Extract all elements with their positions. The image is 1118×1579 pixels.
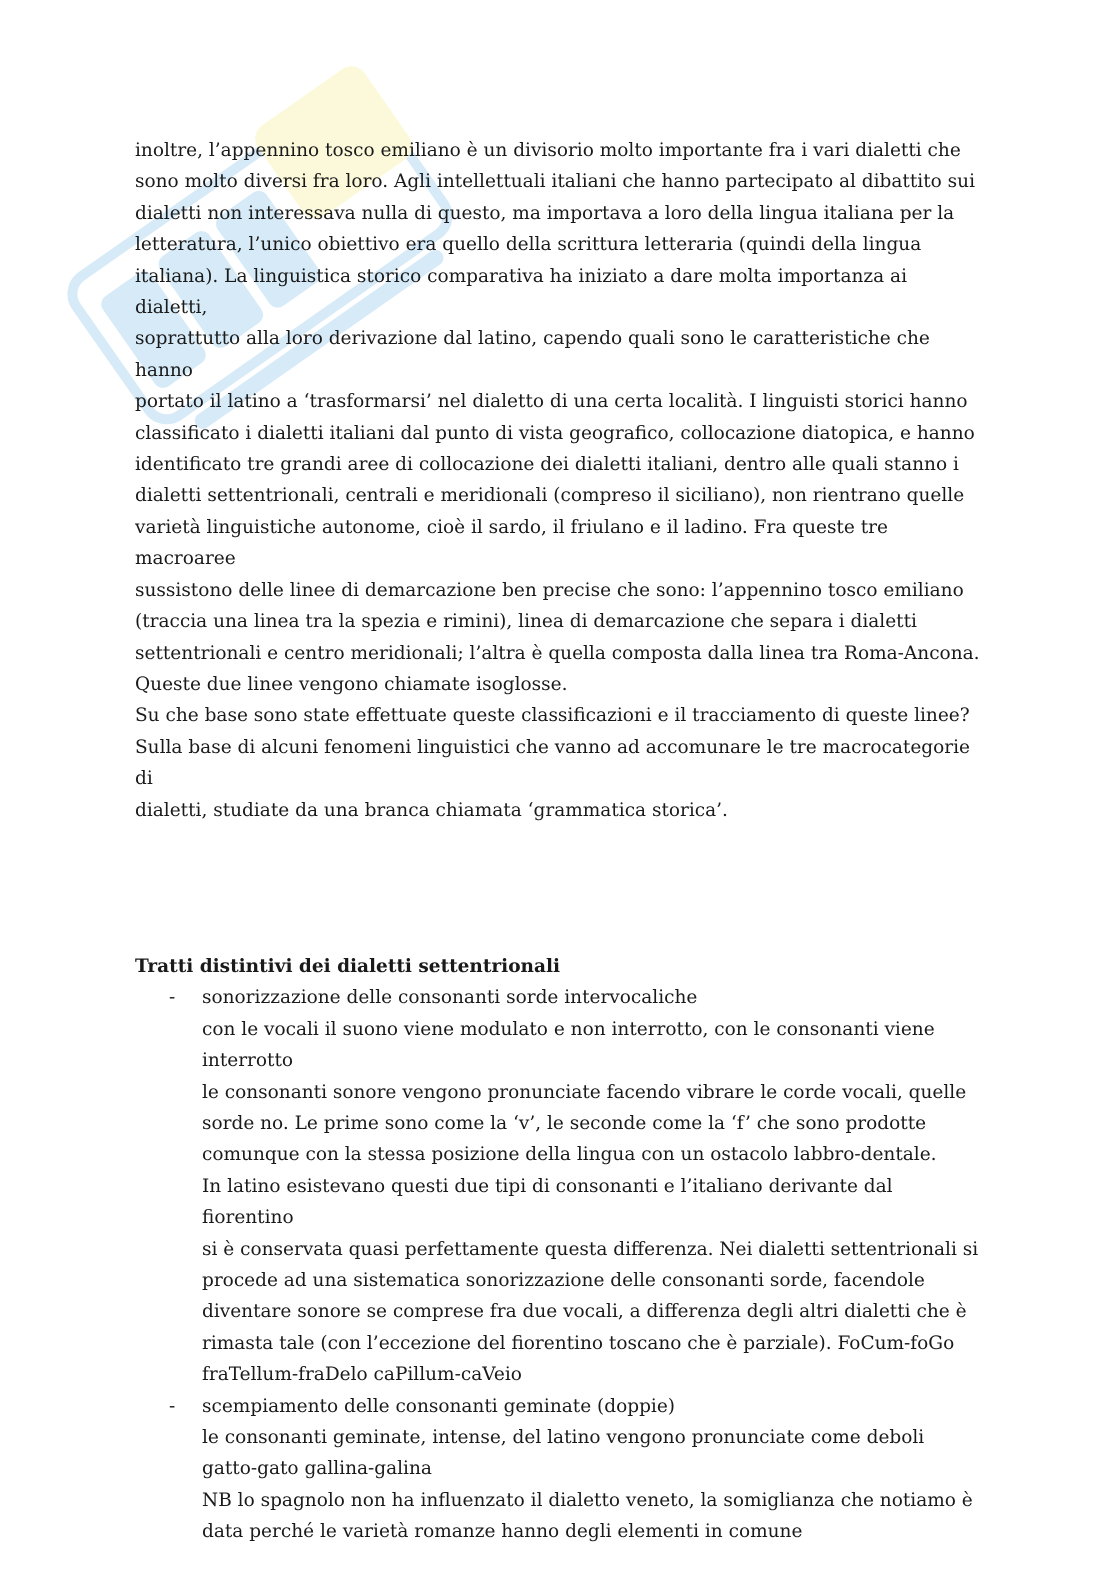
paragraph-line: (traccia una linea tra la spezia e rimini), linea di demarcazione che separa i dialetti: [135, 611, 917, 633]
paragraph-line: Sulla base di alcuni fenomeni linguistici che vanno ad accomunare le tre macrocategorie di: [135, 736, 970, 790]
paragraph-line: dialetti non interessava nulla di questo, ma importava a loro della lingua italiana per la: [135, 202, 955, 224]
paragraph-line: settentrionali e centro meridionali; l’altra è quella composta dalla linea tra Roma-Ancona.: [135, 642, 980, 664]
list-item: [135, 1391, 985, 1548]
paragraph-line: portato il latino a ‘trasformarsi’ nel dialetto di una certa località. I linguisti storici hanno: [135, 391, 968, 413]
paragraph-line: sussistono delle linee di demarcazione ben precise che sono: l’appennino tosco emiliano: [135, 579, 964, 601]
paragraph-line: identificato tre grandi aree di collocazione dei dialetti italiani, dentro alle quali stanno i: [135, 454, 959, 476]
paragraph-line: dialetti, studiate da una branca chiamata ‘grammatica storica’.: [135, 799, 728, 821]
bullet-line: si è conservata quasi perfettamente questa differenza. Nei dialetti settentrionali si: [202, 1238, 979, 1260]
section-spacer: [135, 826, 985, 951]
bullet-line: le consonanti sonore vengono pronunciate facendo vibrare le corde vocali, quelle: [202, 1081, 967, 1103]
bullet-line: scempiamento delle consonanti geminate (doppie): [202, 1395, 676, 1417]
dash-bullet: -: [169, 987, 176, 1009]
paragraph-line: dialetti settentrionali, centrali e meridionali (compreso il siciliano), non rientrano quelle: [135, 485, 965, 507]
bullet-line: data perché le varietà romanze hanno degli elementi in comune: [202, 1521, 803, 1543]
bullet-line: con le vocali il suono viene modulato e non interrotto, con le consonanti viene: [202, 1018, 935, 1040]
bullet-line: rimasta tale (con l’eccezione del fiorentino toscano che è parziale). FoCum-foGo: [202, 1332, 955, 1354]
bullet-line: In latino esistevano questi due tipi di consonanti e l’italiano derivante dal fiorentino: [202, 1175, 893, 1229]
paragraph-line: classificato i dialetti italiani dal punto di vista geografico, collocazione diatopica, e hanno: [135, 422, 975, 444]
paragraph-line: italiana). La linguistica storico comparativa ha iniziato a dare molta importanza ai dialetti,: [135, 265, 907, 319]
bullet-line: interrotto: [202, 1050, 294, 1072]
bullet-line: gatto-gato gallina-galina: [202, 1458, 432, 1480]
bullet-line: comunque con la stessa posizione della lingua con un ostacolo labbro-dentale.: [202, 1144, 937, 1166]
bullet-line: diventare sonore se comprese fra due vocali, a differenza degli altri dialetti che è: [202, 1301, 967, 1323]
paragraph-line: inoltre, l’appennino tosco emiliano è un divisorio molto importante fra i vari dialetti che: [135, 140, 961, 161]
bullet-line: le consonanti geminate, intense, del latino vengono pronunciate come deboli: [202, 1427, 925, 1449]
section-heading: Tratti distintivi dei dialetti settentrionali: [135, 955, 561, 977]
list-item: [135, 982, 985, 1390]
bullet-line: sonorizzazione delle consonanti sorde intervocaliche: [202, 987, 698, 1009]
features-list: [135, 982, 985, 1547]
paragraph-line: letteratura, l’unico obiettivo era quello della scrittura letteraria (quindi della lingua: [135, 234, 922, 256]
document-page: [135, 135, 985, 1548]
dash-bullet: -: [169, 1395, 176, 1417]
paragraph-line: soprattutto alla loro derivazione dal latino, capendo quali sono le caratteristiche che hanno: [135, 328, 930, 381]
paragraph-line: sono molto diversi fra loro. Agli intellettuali italiani che hanno partecipato al dibattito sui: [135, 171, 975, 193]
bullet-line: sorde no. Le prime sono come la ‘v’, le seconde come la ‘f’ che sono prodotte: [202, 1112, 927, 1134]
intro-paragraph: [135, 135, 985, 826]
bullet-line: fraTellum-fraDelo caPillum-caVeio: [202, 1364, 522, 1386]
paragraph-line: Queste due linee vengono chiamate isoglosse.: [135, 673, 568, 695]
paragraph-line: varietà linguistiche autonome, cioè il sardo, il friulano e il ladino. Fra queste tre macroaree: [135, 516, 888, 570]
paragraph-line: Su che base sono state effettuate queste classificazioni e il tracciamento di queste linee?: [135, 705, 970, 727]
bullet-line: NB lo spagnolo non ha influenzato il dialetto veneto, la somiglianza che notiamo è: [202, 1489, 973, 1511]
bullet-line: procede ad una sistematica sonorizzazione delle consonanti sorde, facendole: [202, 1270, 925, 1291]
